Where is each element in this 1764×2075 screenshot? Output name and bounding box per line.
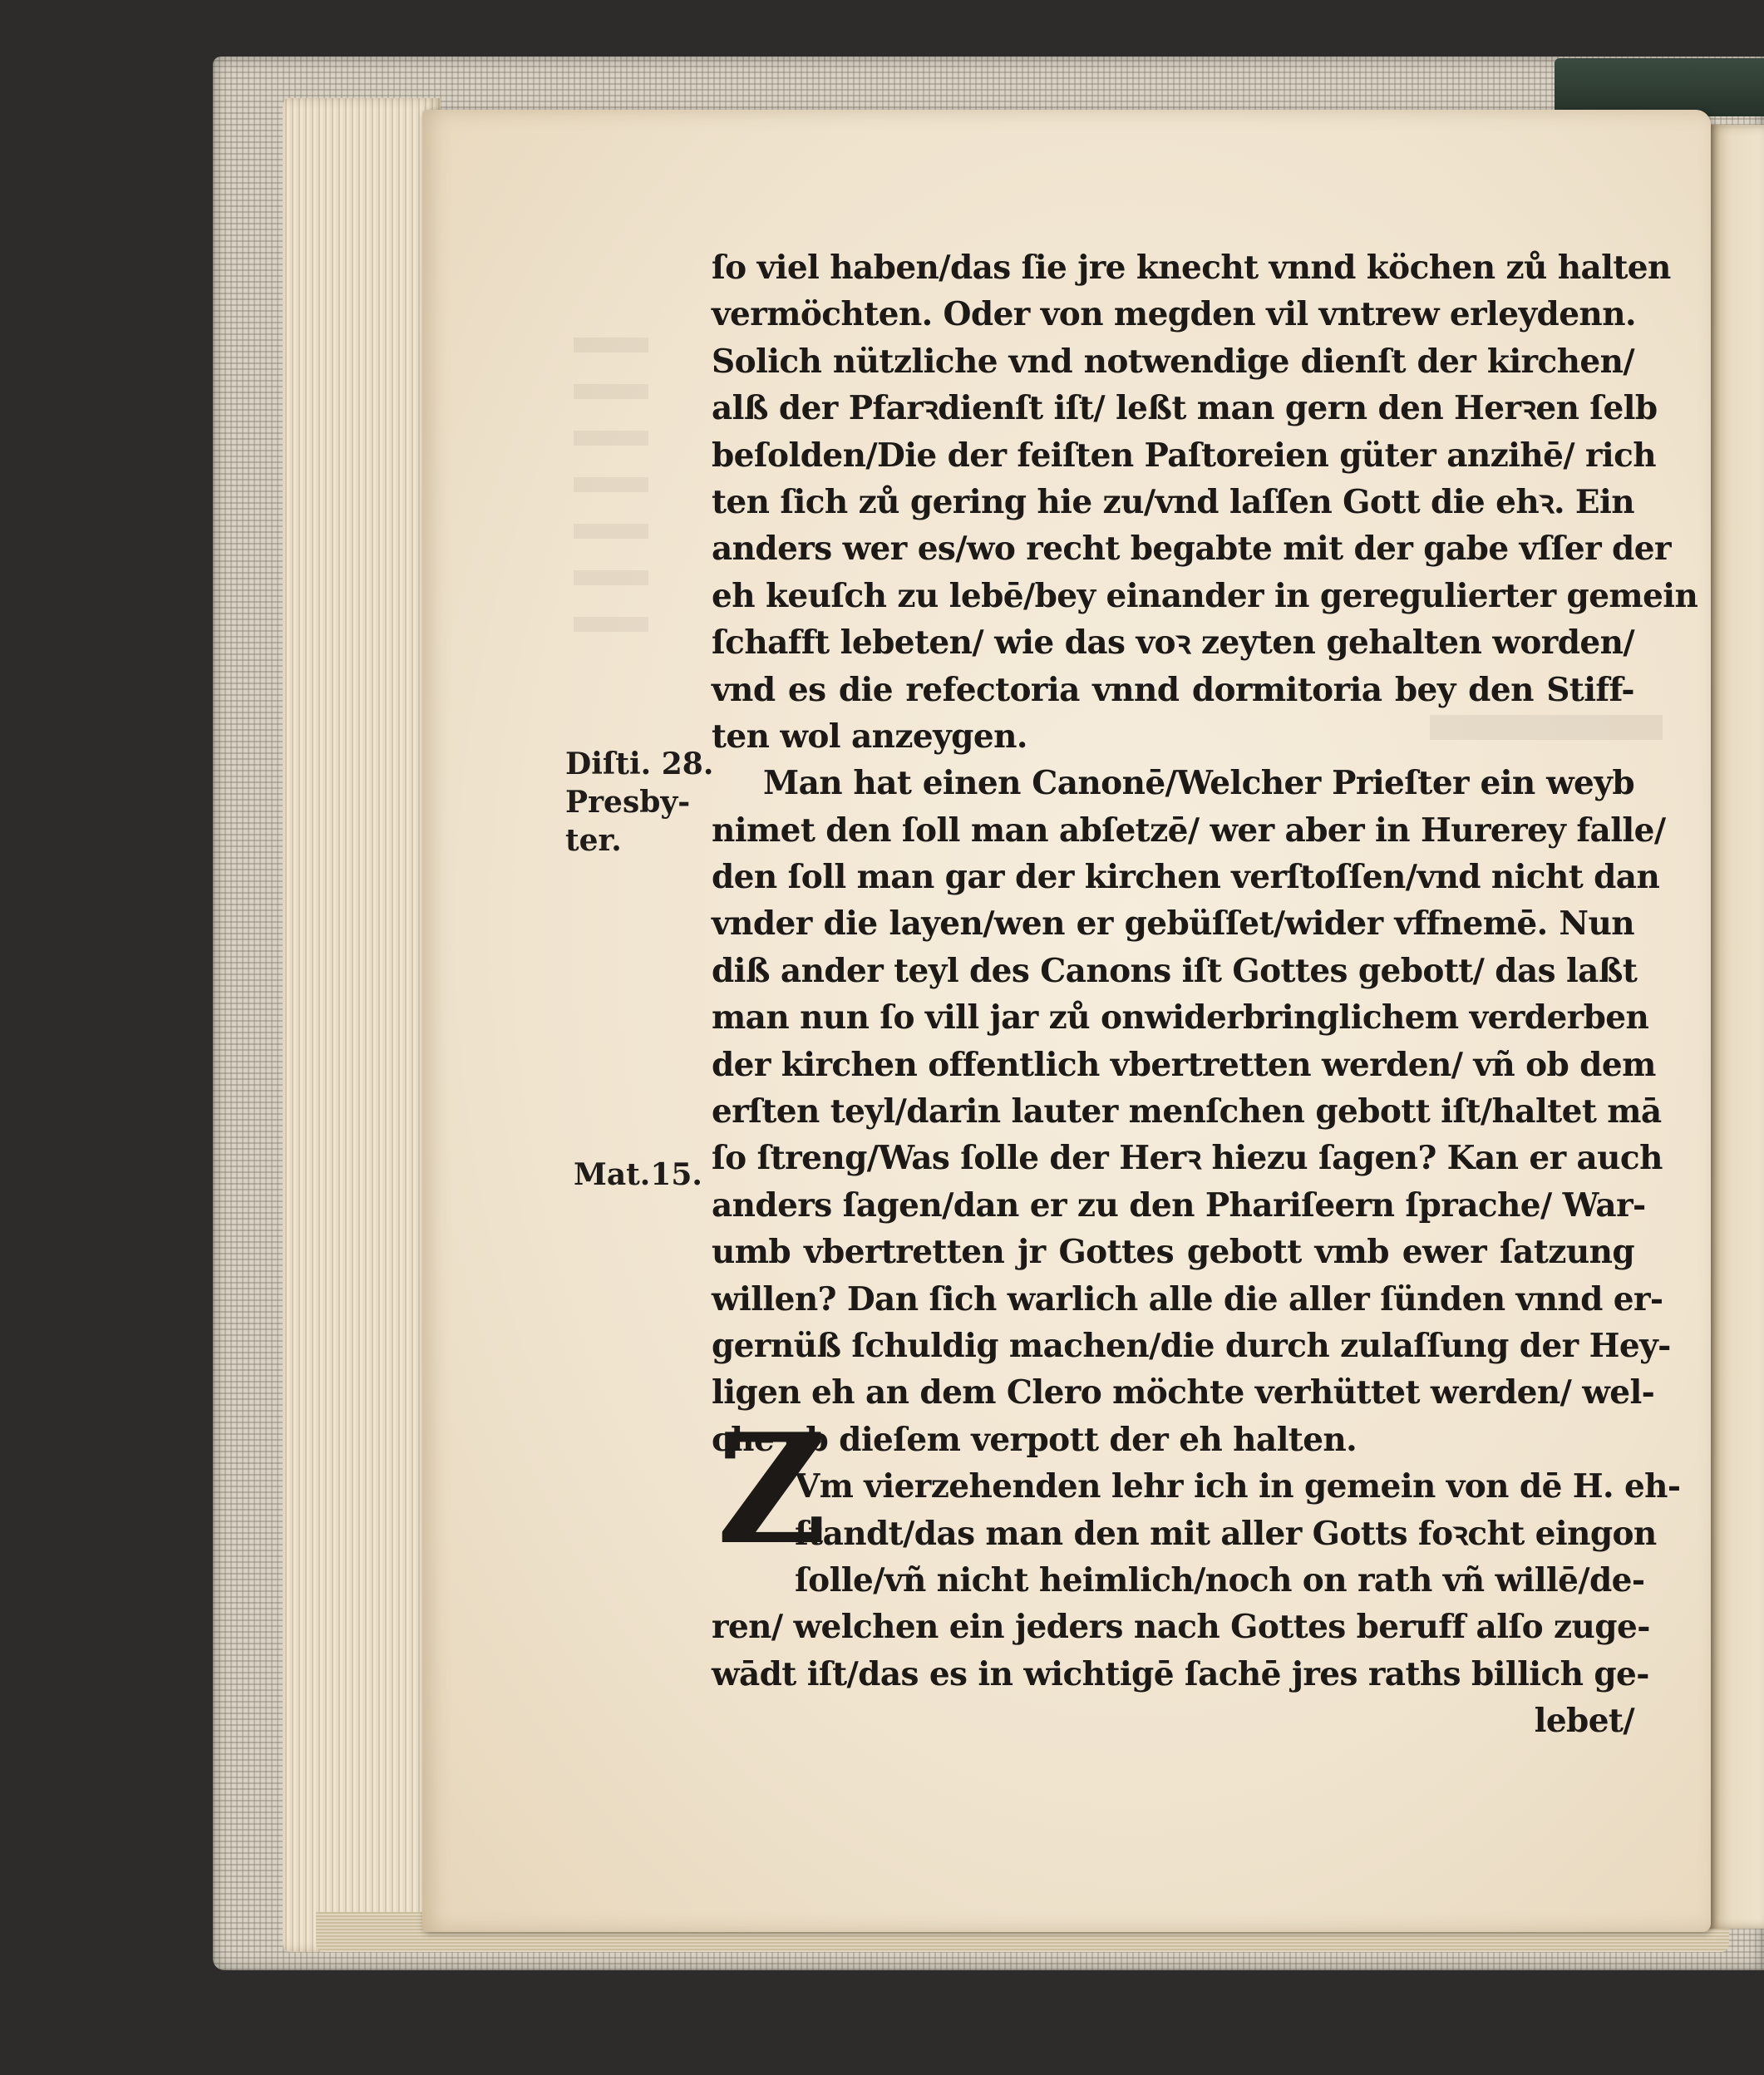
text-line: ſtandt/das man den mit aller Gotts foꝛcht eingon	[795, 1514, 1657, 1553]
text-line: vnd es die refectoria vnnd dormitoria bey den Stiff-	[712, 670, 1634, 709]
facing-page-edge	[1709, 125, 1764, 1929]
text-line: anders wer es/wo recht begabte mit der gabe vſſer der	[712, 530, 1671, 569]
text-line: vermöchten. Oder von megden vil vntrew erleydenn.	[712, 295, 1636, 334]
text-line: eh keuſch zu lebē/bey einander in geregulierter gemein	[712, 576, 1698, 615]
text-line: anders ſagen/dan er zu den Phariſeern ſprache/ War-	[712, 1185, 1646, 1225]
text-line: ſchafft lebeten/ wie das voꝛ zeyten gehalten worden/	[712, 623, 1634, 663]
text-line: den ſoll man gar der kirchen verſtoſſen/vnd nicht dan	[712, 858, 1660, 897]
text-line: beſolden/Die der feiſten Paſtoreien güter anzihē/ rich	[712, 436, 1657, 475]
text-line: wādt iſt/das es in wichtigē ſachē jres raths billich ge-	[712, 1654, 1649, 1693]
text-line: ſo viel haben/das ſie jre knecht vnnd köchen zů halten	[712, 249, 1671, 287]
main-text-block	[712, 244, 1698, 1745]
text-line: erſten teyl/darin lauter menſchen gebott iſt/haltet mā	[712, 1092, 1662, 1131]
spine-edge	[1555, 58, 1764, 116]
text-line: ren/ welchen ein jeders nach Gottes beruff alſo zuge-	[712, 1608, 1650, 1647]
text-line: nimet den ſoll man abſetzē/ wer aber in Hurerey falle/	[712, 811, 1666, 850]
text-line: ten wol anzeygen.	[712, 717, 1027, 756]
text-line: alß der Pfarꝛdienſt iſt/ leßt man gern den Herꝛen ſelb	[712, 389, 1658, 428]
bleed-through-marks	[574, 333, 648, 632]
text-line: umb vbertretten jr Gottes gebott vmb ewer ſatzung	[712, 1233, 1634, 1272]
text-line: ſo ſtreng/Was ſolle der Herꝛ hiezu ſagen? Kan er auch	[712, 1139, 1663, 1178]
drop-capital: Z	[717, 1400, 827, 1578]
text-line: vnder die layen/wen er gebüſſet/wider vffnemē. Nun	[712, 904, 1634, 944]
text-line: Solich nützliche vnd notwendige dienſt der kirchen/	[712, 342, 1634, 381]
marginal-note-disti: Diſti. 28. Presby- ter.	[565, 747, 714, 858]
text-line: che ob dieſem verpott der eh halten.	[712, 1420, 1357, 1459]
page-edges-left	[283, 98, 441, 1952]
text-line: ſolle/vñ nicht heimlich/noch on rath vñ willē/de-	[795, 1560, 1645, 1599]
text-line: Man hat einen Canonē/Welcher Prieſter ein weyb	[763, 764, 1634, 803]
text-line: der kirchen offentlich vbertretten werden/ vñ ob dem	[712, 1045, 1656, 1084]
text-line: Vm vierzehenden lehr ich in gemein von dē H. eh-	[795, 1467, 1681, 1506]
text-line: gernüß ſchuldig machen/die durch zulaſſung der Hey-	[712, 1326, 1671, 1365]
text-line: ten ſich zů gering hie zu/vnd laſſen Gott die ehꝛ. Ein	[712, 482, 1635, 521]
text-line: willen? Dan ſich warlich alle die aller ſünden vnnd er-	[712, 1279, 1663, 1318]
catchword: lebet/	[1534, 1702, 1634, 1741]
marginal-note-mat: Mat.15.	[574, 1157, 702, 1192]
text-line: man nun ſo vill jar zů onwiderbringlichem verderben	[712, 998, 1649, 1038]
text-line: diß ander teyl des Canons iſt Gottes gebott/ das laßt	[712, 951, 1638, 990]
text-line: ligen eh an dem Clero möchte verhüttet werden/ wel-	[712, 1373, 1655, 1412]
